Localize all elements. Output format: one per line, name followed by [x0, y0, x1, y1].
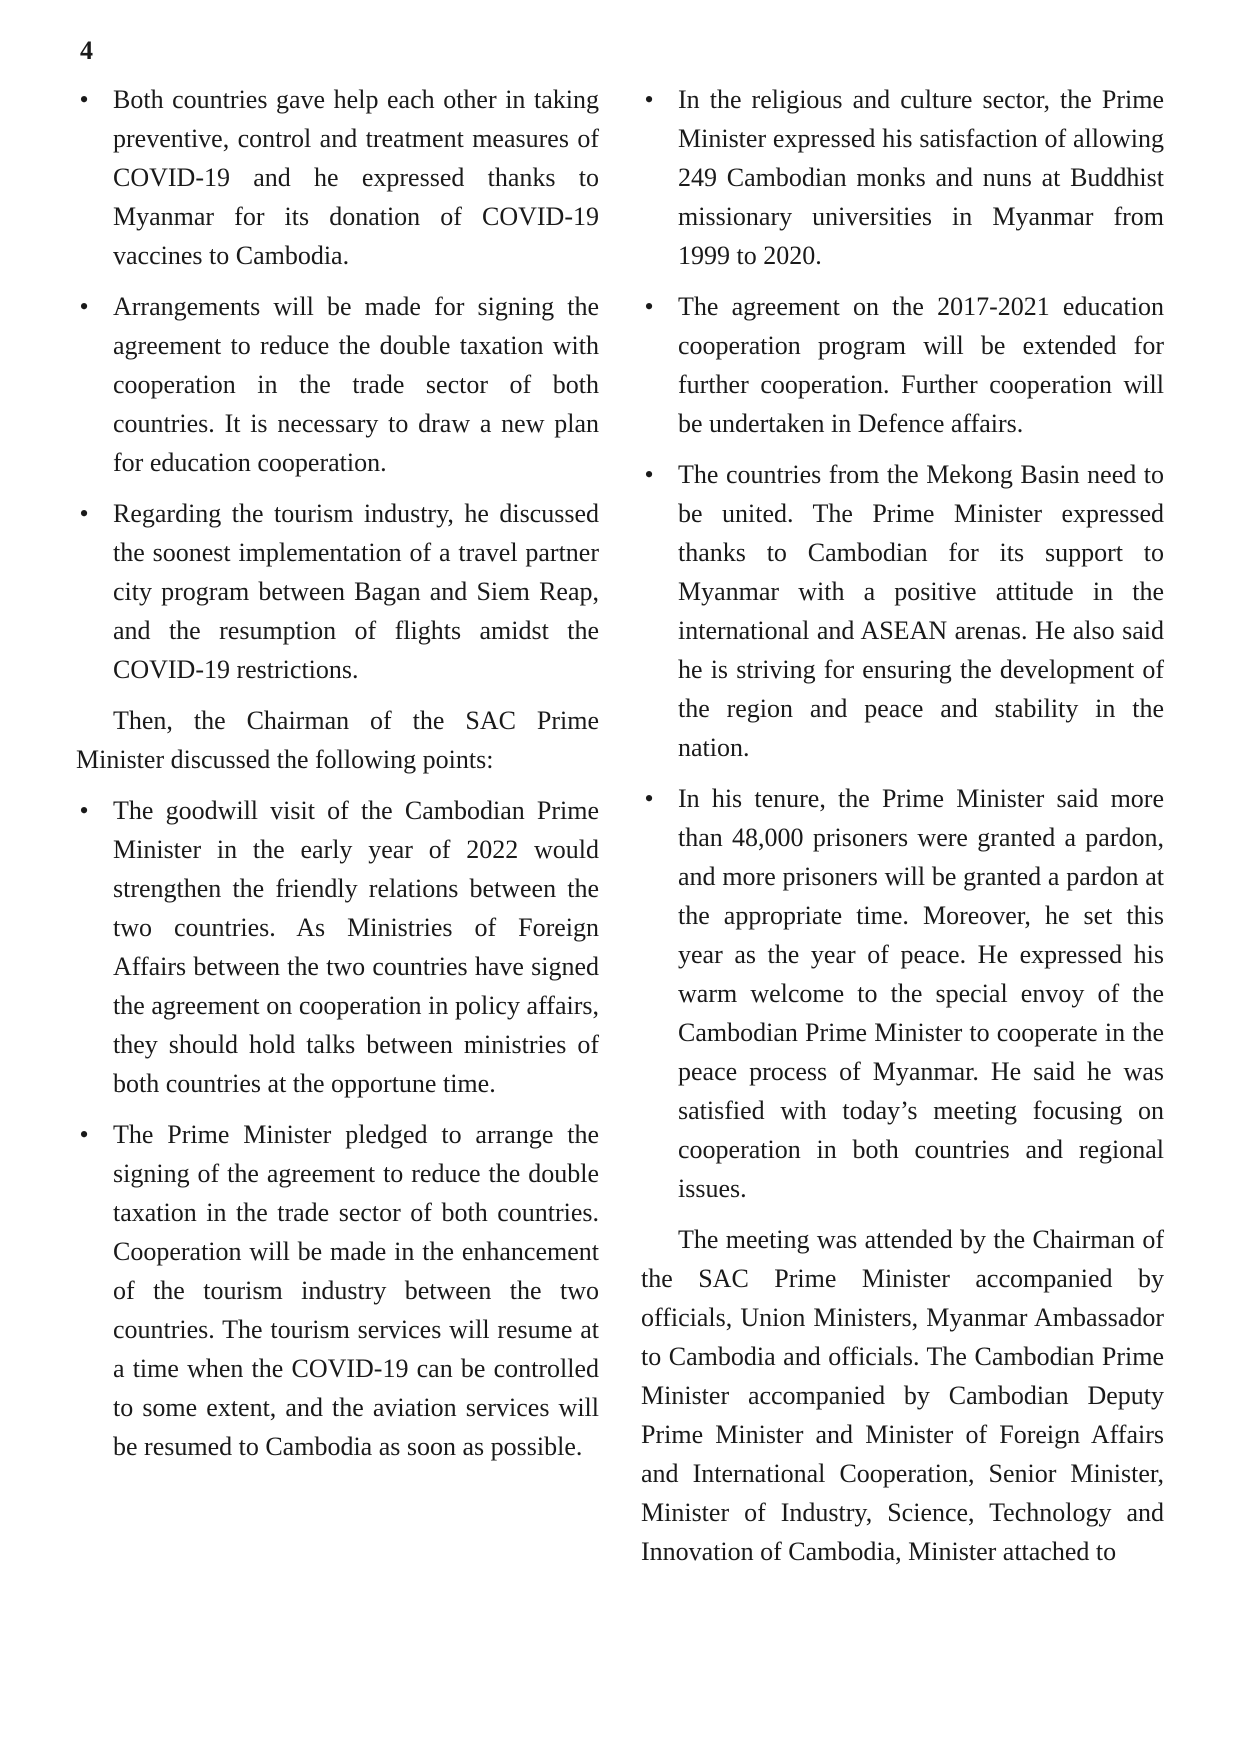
list-item-text: Regarding the tourism industry, he discussed the soonest implementation of a travel partner city program between Bagan and Siem Reap, and the resumption of flights amidst the COVID-19 restrictions.: [113, 499, 599, 684]
list-item-text: Both countries gave help each other in taking preventive, control and treatment measures of COVID-19 and he expressed thanks to Myanmar for its donation of COVID-19 vaccines to Cambodia.: [113, 85, 599, 270]
bullet-icon: •: [644, 460, 654, 489]
list-item: [76, 791, 599, 1103]
bullet-icon: •: [644, 292, 654, 321]
bullet-icon: •: [79, 85, 89, 114]
paragraph: The meeting was attended by the Chairman of the SAC Prime Minister accompanied by officials, Union Ministers, Myanmar Ambassador to Cambodia and officials. The Cambodian Prime Minister accompanied by Cambodian Deputy Prime Minister and Minister of Foreign Affairs and International Cooperation, Senior Minister, Minister of Industry, Science, Technology and Innovation of Cambodia, Minister attached to: [641, 1225, 1164, 1566]
bullet-icon: •: [644, 85, 654, 114]
list-item: [76, 494, 599, 689]
list-item-text: The countries from the Mekong Basin need to be united. The Prime Minister expressed thanks to Cambodian for its support to Myanmar with a positive attitude in the international and ASEAN arenas. He also said he is striving for ensuring the development of the region and peace and stability in the nation.: [678, 460, 1164, 762]
list-item-text: Arrangements will be made for signing the agreement to reduce the double taxation with cooperation in the trade sector of both countries. It is necessary to draw a new plan for education cooperation.: [113, 292, 599, 477]
right-column: [641, 80, 1164, 1583]
bullet-list: [641, 80, 1164, 1208]
list-item: [641, 287, 1164, 443]
list-item: [641, 779, 1164, 1208]
bullet-icon: •: [79, 499, 89, 528]
page-number: 4: [80, 36, 93, 65]
bullet-list: [76, 791, 599, 1466]
list-item-text: The Prime Minister pledged to arrange the signing of the agreement to reduce the double taxation in the trade sector of both countries. Cooperation will be made in the enhancement of the tourism industry between the two countries. The tourism services will resume at a time when the COVID-19 can be controlled to some extent, and the aviation services will be resumed to Cambodia as soon as possible.: [113, 1120, 599, 1461]
list-item-text: The agreement on the 2017-2021 education cooperation program will be extended for further cooperation. Further cooperation will be undertaken in Defence affairs.: [678, 292, 1164, 438]
bullet-icon: •: [79, 292, 89, 321]
paragraph: Then, the Chairman of the SAC Prime Minister discussed the following points:: [76, 706, 599, 774]
list-item-text: In his tenure, the Prime Minister said more than 48,000 prisoners were granted a pardon, and more prisoners will be granted a pardon at the appropriate time. Moreover, he set this year as the year of peace. He expressed his warm welcome to the special envoy of the Cambodian Prime Minister to cooperate in the peace process of Myanmar. He said he was satisfied with today’s meeting focusing on cooperation in both countries and regional issues.: [678, 784, 1164, 1203]
list-item: [641, 455, 1164, 767]
list-item-text: The goodwill visit of the Cambodian Prime Minister in the early year of 2022 would strengthen the friendly relations between the two countries. As Ministries of Foreign Affairs between the two countries have signed the agreement on cooperation in policy affairs, they should hold talks between ministries of both countries at the opportune time.: [113, 796, 599, 1098]
bullet-icon: •: [79, 796, 89, 825]
list-item-text: In the religious and culture sector, the Prime Minister expressed his satisfaction of allowing 249 Cambodian monks and nuns at Buddhist missionary universities in Myanmar from 1999 to 2020.: [678, 85, 1164, 270]
bullet-icon: •: [79, 1120, 89, 1149]
bullet-list: [76, 80, 599, 689]
list-item: [76, 80, 599, 275]
list-item: [641, 80, 1164, 275]
left-column: [76, 80, 599, 1478]
list-item: [76, 287, 599, 482]
list-item: [76, 1115, 599, 1466]
bullet-icon: •: [644, 784, 654, 813]
